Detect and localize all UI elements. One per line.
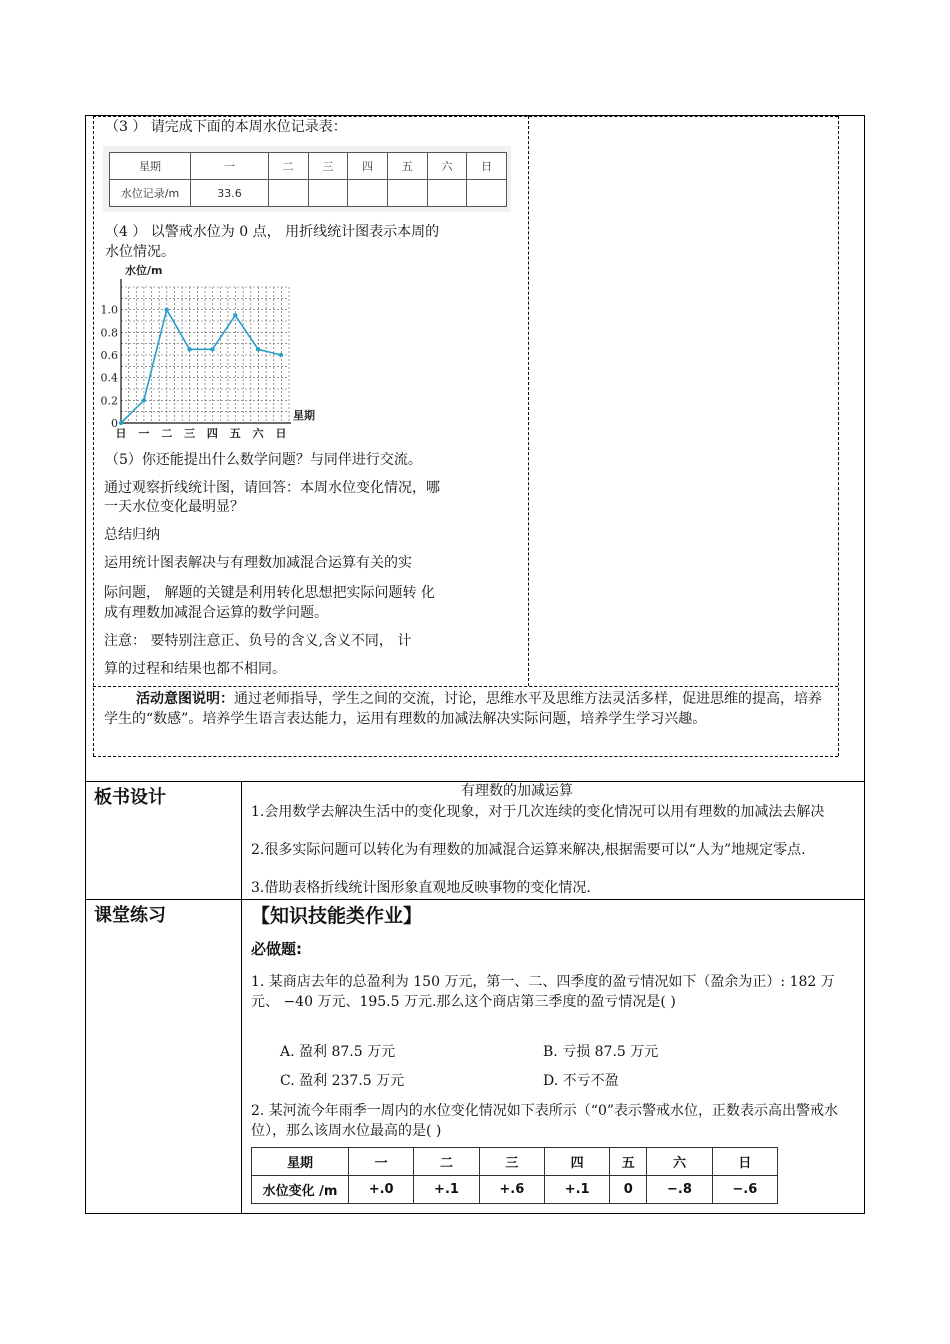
option-b[interactable]: B. 亏损 87.5 万元 (543, 1044, 659, 1060)
row-divider-practice (85, 899, 865, 900)
practice-question-1: 1. 某商店去年的总盈利为 150 万元，第一、二、四季度的盈亏情况如下（盈余为正）: 182 万元、 −40 万元、195.5 万元.那么这个商店第三季度的盈亏情况是( ) (251, 974, 835, 1010)
record-header-cell: 一 (191, 153, 269, 180)
record-value-cell[interactable] (268, 180, 308, 207)
water-header-cell: 三 (479, 1148, 544, 1176)
water-header-cell: 五 (610, 1148, 647, 1176)
note-line2: 算的过程和结果也都不相同。 (104, 661, 286, 677)
chart-x-tick-label: 三 (184, 427, 196, 440)
chart-data-point (279, 353, 283, 357)
question-4-line2: 水位情况。 (105, 244, 175, 260)
practice-heading: 【知识技能类作业】 (251, 905, 423, 927)
summary-line1: 运用统计图表解决与有理数加减混合运算有关的实 (104, 555, 412, 571)
record-header-cell: 四 (348, 153, 388, 180)
record-header-cell: 六 (427, 153, 467, 180)
chart-data-point (142, 398, 146, 402)
record-value-cell[interactable] (348, 180, 388, 207)
chart-y-tick-label: 1.0 (100, 303, 118, 317)
chart-data-point (187, 347, 191, 351)
summary-line2: 际问题， 解题的关键是利用转化思想把实际问题转 化 (104, 585, 435, 601)
record-table (109, 152, 507, 207)
chart-data-point (256, 347, 260, 351)
observe-line1: 通过观察折线统计图，请回答：本周水位变化情况，哪 (104, 480, 440, 496)
chart-y-tick-label: 0.8 (100, 326, 118, 340)
water-value-cell: +.0 (349, 1176, 414, 1204)
option-d[interactable]: D. 不亏不盈 (543, 1073, 619, 1089)
record-header-cell: 日 (467, 153, 507, 180)
record-value-cell[interactable] (387, 180, 427, 207)
water-header-cell: 六 (647, 1148, 712, 1176)
label-column-divider (241, 781, 242, 1214)
water-row-label: 水位变化 /m (252, 1176, 349, 1204)
water-header-cell: 星期 (252, 1148, 349, 1176)
water-header-cell: 四 (544, 1148, 609, 1176)
board-point-2: 2.很多实际问题可以转化为有理数的加减混合运算来解决,根据需要可以“人为”地规定零点. (251, 842, 806, 858)
intent-text: 通过老师指导，学生之间的交流，讨论，思维水平及思维方法灵活多样，促进思维的提高，培养学生的“数感”。培养学生语言表达能力，运用有理数的加减法解决实际问题，培养学生学习兴趣。 (104, 691, 822, 727)
board-point-1: 1.会用数学去解决生活中的变化现象，对于几次连续的变化情况可以用有理数的加减法去解决 (251, 804, 825, 820)
chart-x-axis-title: 星期 (293, 409, 315, 422)
record-header-cell: 星期 (110, 153, 191, 180)
record-header-cell: 三 (308, 153, 348, 180)
practice-question-2: 2. 某河流今年雨季一周内的水位变化情况如下表所示（“0”表示警戒水位，正数表示高出警戒水位），那么该周水位最高的是( ) (251, 1103, 839, 1139)
chart-y-tick-label: 0.4 (100, 371, 118, 385)
question-3: （3 ） 请完成下面的本周水位记录表： (105, 119, 347, 135)
water-header-cell: 二 (414, 1148, 479, 1176)
record-value-cell[interactable] (427, 180, 467, 207)
outer-right-border (864, 115, 865, 1214)
chart-y-tick-label: 0.2 (100, 394, 118, 408)
outer-bottom-border (85, 1213, 865, 1214)
chart-y-tick-label: 0.6 (100, 349, 118, 362)
chart-x-tick-label: 六 (252, 427, 264, 440)
record-header-row (110, 153, 507, 180)
board-point-3: 3.借助表格折线统计图形象直观地反映事物的变化情况. (251, 880, 591, 896)
record-value-row (110, 180, 507, 207)
intent-label: 活动意图说明： (136, 691, 234, 707)
chart-x-tick-label: 日 (115, 427, 127, 440)
activity-dashed-middle (528, 116, 529, 686)
option-c[interactable]: C. 盈利 237.5 万元 (280, 1073, 405, 1089)
activity-dashed-right (838, 116, 839, 756)
chart-y-axis-title: 水位/m (125, 264, 163, 277)
board-title: 有理数的加减运算 (461, 783, 573, 799)
chart-data-point (165, 307, 169, 311)
chart-x-tick-label: 二 (161, 427, 173, 440)
record-header-cell: 二 (268, 153, 308, 180)
water-header-cell: 一 (349, 1148, 414, 1176)
record-value-cell[interactable]: 33.6 (191, 180, 269, 207)
record-table-wrapper (103, 146, 511, 212)
water-header-row (252, 1148, 778, 1176)
chart-y-tick-label: 0 (111, 417, 118, 430)
question-5: （5）你还能提出什么数学问题？与同伴进行交流。 (105, 452, 422, 468)
record-header-cell: 五 (387, 153, 427, 180)
chart-data-point (210, 347, 214, 351)
water-value-cell: +.6 (479, 1176, 544, 1204)
chart-x-tick-label: 一 (138, 427, 150, 440)
record-value-cell[interactable] (308, 180, 348, 207)
option-a[interactable]: A. 盈利 87.5 万元 (280, 1044, 396, 1060)
note-line1: 注意： 要特别注意正、负号的含义,含义不同， 计 (104, 633, 412, 649)
summary-title: 总结归纳 (104, 527, 160, 543)
activity-intent (104, 689, 832, 729)
water-level-line-chart (100, 262, 330, 442)
chart-x-tick-label: 五 (229, 427, 241, 440)
question-4-line1: （4 ） 以警戒水位为 0 点， 用折线统计图表示本周的 (105, 224, 440, 240)
water-value-row (252, 1176, 778, 1204)
water-value-cell: −.8 (647, 1176, 712, 1204)
chart-x-tick-label: 日 (275, 427, 287, 440)
activity-dashed-left (93, 116, 94, 756)
activity-dashed-bottom (93, 756, 838, 757)
water-header-cell: 日 (712, 1148, 777, 1176)
activity-dashed-mid (93, 686, 838, 687)
summary-line3: 成有理数加减混合运算的数学问题。 (104, 605, 328, 621)
board-label: 板书设计 (94, 787, 166, 808)
water-value-cell: +.1 (414, 1176, 479, 1204)
outer-left-border (85, 115, 86, 1214)
water-value-cell: +.1 (544, 1176, 609, 1204)
chart-x-tick-label: 四 (206, 427, 218, 440)
record-row-label: 水位记录/m (110, 180, 191, 207)
water-value-cell: 0 (610, 1176, 647, 1204)
practice-label: 课堂练习 (94, 905, 166, 926)
required-label: 必做题: (251, 940, 302, 958)
water-change-table (251, 1147, 778, 1204)
chart-data-point (233, 313, 237, 317)
observe-line2: 一天水位变化最明显？ (104, 499, 244, 515)
water-value-cell: −.6 (712, 1176, 777, 1204)
chart-data-point (119, 421, 123, 425)
record-value-cell[interactable] (467, 180, 507, 207)
